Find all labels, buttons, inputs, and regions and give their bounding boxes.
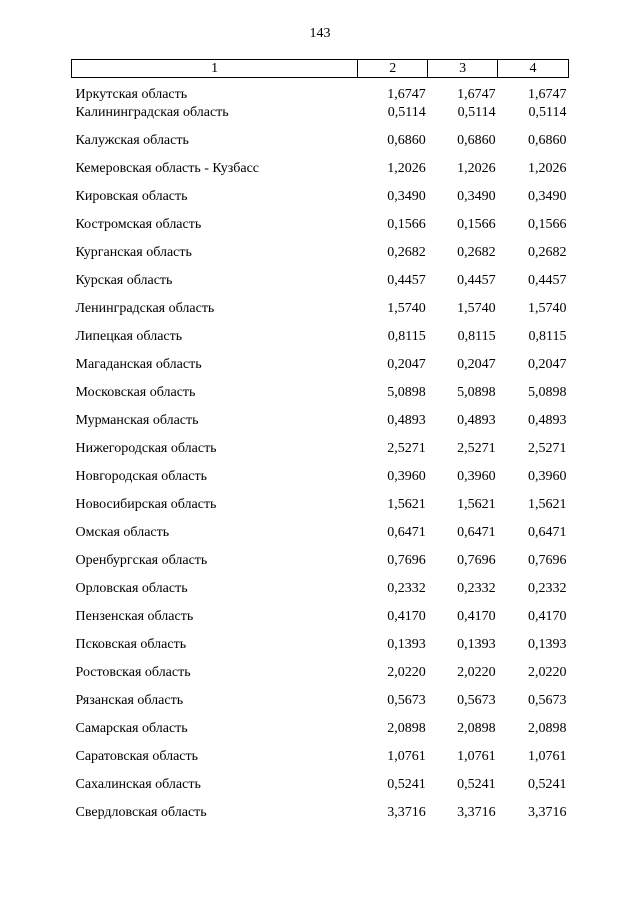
value-col-3-cell: 0,2332 (457, 581, 496, 596)
column-header-1: 1 (72, 60, 358, 78)
region-name-cell: Иркутская область (75, 87, 188, 102)
value-col-4-cell: 2,0898 (528, 721, 567, 736)
value-col-3-cell: 0,4170 (457, 609, 496, 624)
table-row (72, 302, 569, 330)
region-name-cell: Калужская область (75, 133, 189, 148)
value-col-2-cell: 3,3716 (387, 805, 426, 820)
region-name-cell: Кировская область (75, 189, 188, 204)
value-col-3-cell: 0,5114 (457, 105, 496, 120)
region-name-cell: Курганская область (75, 245, 192, 260)
value-col-2-cell: 0,1393 (387, 637, 426, 652)
value-col-4-cell: 0,1566 (528, 217, 567, 232)
value-col-4-cell: 1,5740 (528, 301, 567, 316)
value-col-3-cell: 2,0898 (457, 721, 496, 736)
value-col-4-cell: 2,0220 (528, 665, 567, 680)
value-col-2-cell: 2,5271 (387, 441, 426, 456)
value-col-4-cell: 1,5621 (528, 497, 567, 512)
table-row (72, 470, 569, 498)
value-col-2-cell: 0,6860 (387, 133, 426, 148)
table-row (72, 162, 569, 190)
value-col-3-cell: 0,1393 (457, 637, 496, 652)
value-col-3-cell: 1,2026 (457, 161, 496, 176)
value-col-4-cell: 0,5673 (528, 693, 567, 708)
column-header-2: 2 (358, 60, 428, 78)
value-col-2-cell: 0,5241 (387, 777, 426, 792)
table-row (72, 750, 569, 778)
value-col-2-cell: 1,6747 (387, 87, 426, 102)
value-col-4-cell: 0,2047 (528, 357, 567, 372)
value-col-4-cell: 0,6860 (528, 133, 567, 148)
table-row (72, 442, 569, 470)
region-name-cell: Мурманская область (75, 413, 199, 428)
region-name-cell: Магаданская область (75, 357, 202, 372)
value-col-3-cell: 5,0898 (457, 385, 496, 400)
value-col-3-cell: 0,5673 (457, 693, 496, 708)
value-col-3-cell: 0,6471 (457, 525, 496, 540)
value-col-2-cell: 0,1566 (387, 217, 426, 232)
table-row (72, 78, 569, 107)
value-col-2-cell: 2,0898 (387, 721, 426, 736)
value-col-3-cell: 2,0220 (457, 665, 496, 680)
value-col-4-cell: 0,4170 (528, 609, 567, 624)
region-name-cell: Рязанская область (75, 693, 184, 708)
table-row (72, 610, 569, 638)
table-row (72, 274, 569, 302)
value-col-4-cell: 0,3960 (528, 469, 567, 484)
table-row (72, 638, 569, 666)
region-name-cell: Орловская область (75, 581, 188, 596)
value-col-4-cell: 0,2682 (528, 245, 567, 260)
value-col-3-cell: 0,8115 (457, 329, 496, 344)
region-name-cell: Новгородская область (75, 469, 207, 484)
table-body (72, 78, 569, 835)
value-col-3-cell: 1,6747 (457, 87, 496, 102)
region-name-cell: Ленинградская область (75, 301, 215, 316)
value-col-4-cell: 1,6747 (528, 87, 567, 102)
value-col-3-cell: 2,5271 (457, 441, 496, 456)
data-table (71, 59, 569, 834)
table-row (72, 246, 569, 274)
table-row (72, 722, 569, 750)
table-row (72, 582, 569, 610)
region-name-cell: Кемеровская область - Кузбасс (75, 161, 260, 176)
value-col-2-cell: 0,6471 (387, 525, 426, 540)
column-header-4: 4 (498, 60, 569, 78)
value-col-2-cell: 0,7696 (387, 553, 426, 568)
value-col-4-cell: 0,6471 (528, 525, 567, 540)
region-name-cell: Новосибирская область (75, 497, 217, 512)
value-col-4-cell: 3,3716 (528, 805, 567, 820)
table-row (72, 694, 569, 722)
region-name-cell: Ростовская область (75, 665, 191, 680)
region-name-cell: Оренбургская область (75, 553, 208, 568)
page-number: 143 (309, 26, 331, 41)
value-col-2-cell: 2,0220 (387, 665, 426, 680)
value-col-4-cell: 5,0898 (528, 385, 567, 400)
table-row (72, 498, 569, 526)
value-col-4-cell: 0,7696 (528, 553, 567, 568)
table-row (72, 190, 569, 218)
table-row (72, 218, 569, 246)
region-name-cell: Сахалинская область (75, 777, 201, 792)
value-col-3-cell: 0,4457 (457, 273, 496, 288)
value-col-4-cell: 1,0761 (528, 749, 567, 764)
table-row (72, 134, 569, 162)
table-row (72, 386, 569, 414)
table-row (72, 778, 569, 806)
region-name-cell: Псковская область (75, 637, 187, 652)
region-name-cell: Курская область (75, 273, 173, 288)
table-header-row (72, 60, 569, 78)
value-col-2-cell: 0,2047 (387, 357, 426, 372)
value-col-4-cell: 0,4893 (528, 413, 567, 428)
region-name-cell: Липецкая область (75, 329, 183, 344)
table-row (72, 554, 569, 582)
value-col-2-cell: 0,5673 (387, 693, 426, 708)
value-col-2-cell: 0,3490 (387, 189, 426, 204)
value-col-2-cell: 0,5114 (387, 105, 426, 120)
region-name-cell: Нижегородская область (75, 441, 217, 456)
value-col-4-cell: 0,5114 (528, 105, 567, 120)
value-col-4-cell: 0,8115 (528, 329, 567, 344)
table-row (72, 106, 569, 134)
table-row (72, 414, 569, 442)
value-col-3-cell: 1,5740 (457, 301, 496, 316)
value-col-2-cell: 0,4893 (387, 413, 426, 428)
value-col-2-cell: 0,2682 (387, 245, 426, 260)
value-col-2-cell: 0,4457 (387, 273, 426, 288)
region-name-cell: Костромская область (75, 217, 202, 232)
value-col-3-cell: 0,2682 (457, 245, 496, 260)
value-col-3-cell: 0,1566 (457, 217, 496, 232)
value-col-3-cell: 3,3716 (457, 805, 496, 820)
value-col-3-cell: 0,3960 (457, 469, 496, 484)
region-name-cell: Омская область (75, 525, 170, 540)
value-col-3-cell: 0,7696 (457, 553, 496, 568)
region-name-cell: Московская область (75, 385, 196, 400)
value-col-4-cell: 0,2332 (528, 581, 567, 596)
value-col-3-cell: 0,3490 (457, 189, 496, 204)
region-name-cell: Саратовская область (75, 749, 199, 764)
region-name-cell: Самарская область (75, 721, 188, 736)
table-row (72, 806, 569, 834)
value-col-4-cell: 0,1393 (528, 637, 567, 652)
value-col-4-cell: 0,5241 (528, 777, 567, 792)
value-col-2-cell: 1,0761 (387, 749, 426, 764)
value-col-3-cell: 0,2047 (457, 357, 496, 372)
value-col-2-cell: 0,3960 (387, 469, 426, 484)
value-col-3-cell: 0,6860 (457, 133, 496, 148)
value-col-2-cell: 0,2332 (387, 581, 426, 596)
value-col-2-cell: 1,5621 (387, 497, 426, 512)
value-col-4-cell: 1,2026 (528, 161, 567, 176)
value-col-4-cell: 2,5271 (528, 441, 567, 456)
value-col-2-cell: 5,0898 (387, 385, 426, 400)
region-name-cell: Пензенская область (75, 609, 194, 624)
value-col-3-cell: 0,4893 (457, 413, 496, 428)
value-col-2-cell: 1,2026 (387, 161, 426, 176)
region-name-cell: Калининградская область (75, 105, 229, 120)
value-col-4-cell: 0,3490 (528, 189, 567, 204)
value-col-3-cell: 0,5241 (457, 777, 496, 792)
table-row (72, 358, 569, 386)
value-col-3-cell: 1,0761 (457, 749, 496, 764)
region-name-cell: Свердловская область (75, 805, 207, 820)
value-col-4-cell: 0,4457 (528, 273, 567, 288)
value-col-3-cell: 1,5621 (457, 497, 496, 512)
value-col-2-cell: 0,8115 (387, 329, 426, 344)
value-col-2-cell: 1,5740 (387, 301, 426, 316)
table-row (72, 666, 569, 694)
value-col-2-cell: 0,4170 (387, 609, 426, 624)
table-row (72, 330, 569, 358)
column-header-3: 3 (428, 60, 498, 78)
table-row (72, 526, 569, 554)
